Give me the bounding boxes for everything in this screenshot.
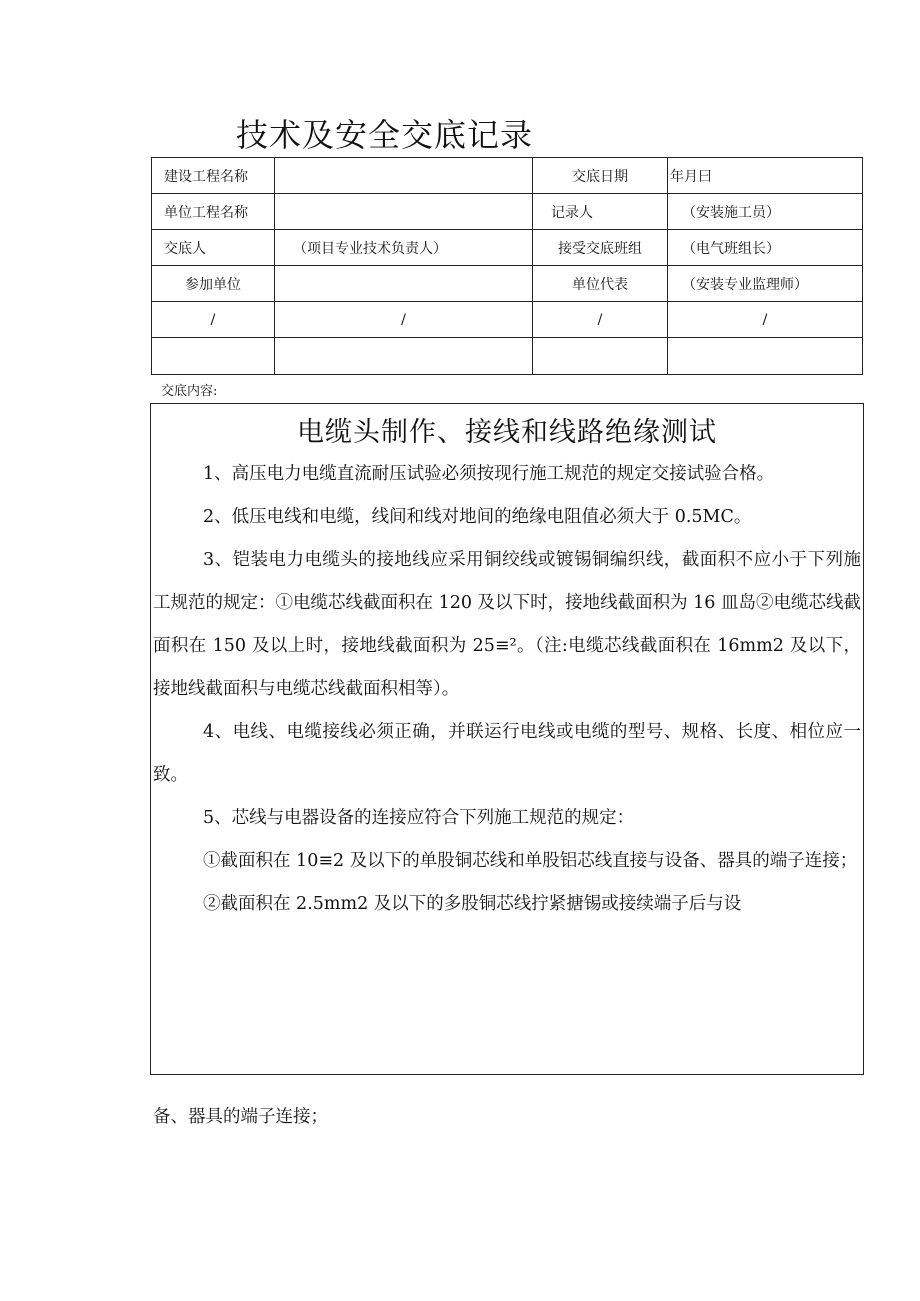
- value-recorder: （安装施工员）: [668, 194, 863, 230]
- slash-cell: /: [152, 302, 275, 338]
- paragraph-2: 2、低压电线和电缆，线间和线对地间的绝缘电阻值必须大于 0.5MC。: [203, 507, 752, 527]
- value-unit-project-name: [275, 194, 533, 230]
- paragraph-1: 1、高压电力电缆直流耐压试验必须按现行施工规范的规定交接试验合格。: [203, 464, 775, 484]
- empty-cell: [275, 338, 533, 375]
- paragraph-continuation: 备、器具的端子连接；: [153, 1107, 328, 1127]
- table-row: [152, 302, 863, 338]
- content-label: 交底内容:: [161, 384, 218, 399]
- label-presenter: 交底人: [152, 230, 275, 266]
- value-handover-date: 年月曰: [668, 158, 863, 194]
- slash-cell: /: [668, 302, 863, 338]
- value-project-name: [275, 158, 533, 194]
- slash-cell: /: [533, 302, 668, 338]
- label-recorder: 记录人: [533, 194, 668, 230]
- table-row: [152, 266, 863, 302]
- table-row: [152, 230, 863, 266]
- content-box: [150, 403, 864, 1075]
- header-info-table: [151, 157, 863, 375]
- label-receiving-team: 接受交底班组: [533, 230, 668, 266]
- document-title: 技术及安全交底记录: [236, 116, 534, 154]
- label-project-name: 建设工程名称: [152, 158, 275, 194]
- label-handover-date: 交底日期: [533, 158, 668, 194]
- paragraph-5: 5、芯线与电器设备的连接应符合下列施工规范的规定：: [203, 808, 635, 828]
- empty-cell: [152, 338, 275, 375]
- table-row: [152, 194, 863, 230]
- value-receiving-team: （电气班组长）: [668, 230, 863, 266]
- slash-cell: /: [275, 302, 533, 338]
- value-unit-representative: （安装专业监理师）: [668, 266, 863, 302]
- value-participating-unit: [275, 266, 533, 302]
- label-unit-representative: 单位代表: [533, 266, 668, 302]
- empty-cell: [533, 338, 668, 375]
- paragraph-3: 3、铠装电力电缆头的接地线应采用铜绞线或镀锡铜编织线，截面积不应小于下列施工规范的规定：①电缆芯线截面积在 120 及以下时，接地线截面积为 16 皿岛②电缆芯线截面积在 150 及以上时，接地线截面积为 25≡²。（注:电缆芯线截面积在 16mm2 及以下，接地线截面积与电缆芯线截面积相等）。: [153, 550, 861, 699]
- paragraph-4: 4、电线、电缆接线必须正确，并联运行电线或电缆的型号、规格、长度、相位应一致。: [153, 722, 861, 785]
- value-presenter: （项目专业技术负责人）: [275, 230, 533, 266]
- table-row: [152, 158, 863, 194]
- label-participating-unit: 参加单位: [152, 266, 275, 302]
- paragraph-6: ①截面积在 10≡2 及以下的单股铜芯线和单股铝芯线直接与设备、器具的端子连接；: [203, 851, 858, 871]
- section-title: 电缆头制作、接线和线路绝缘测试: [297, 417, 717, 448]
- label-unit-project-name: 单位工程名称: [152, 194, 275, 230]
- paragraph-7: ②截面积在 2.5mm2 及以下的多股铜芯线拧紧搪锡或接续端子后与设: [203, 894, 742, 914]
- table-row: [152, 338, 863, 375]
- empty-cell: [668, 338, 863, 375]
